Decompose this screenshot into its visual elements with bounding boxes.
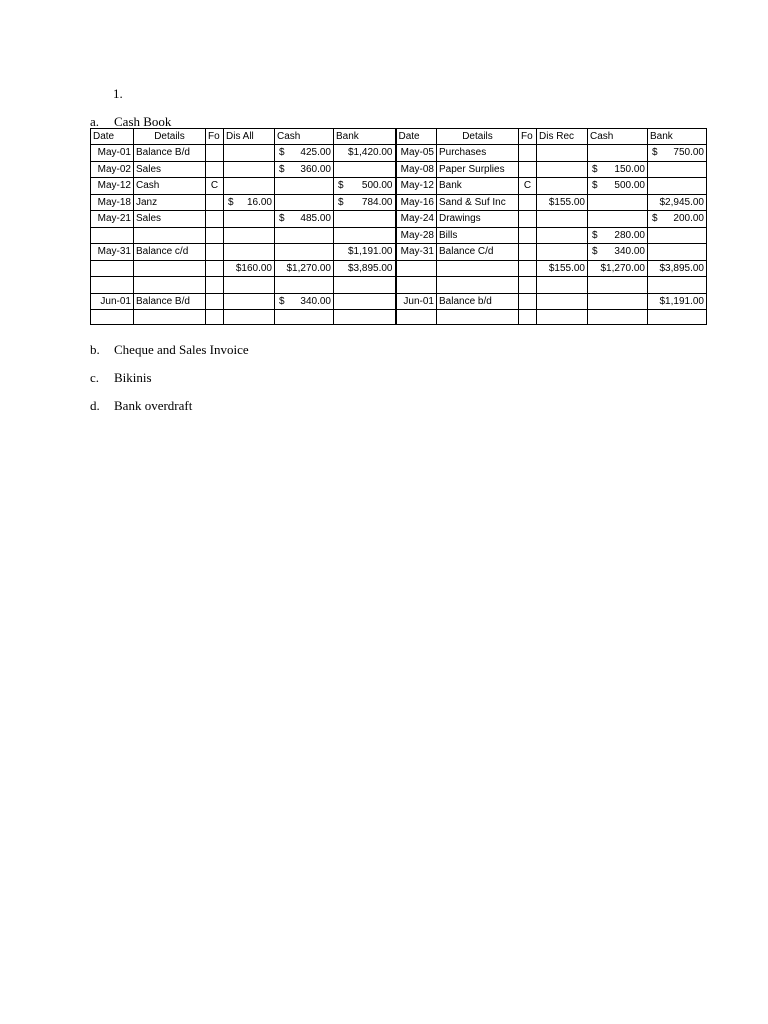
cr-bank-cell xyxy=(648,161,707,178)
table-row xyxy=(91,145,707,162)
cr-bank-cell xyxy=(648,211,707,228)
cr-cash-cell xyxy=(588,161,648,178)
dr-bank-cell xyxy=(334,211,396,228)
table-row xyxy=(91,310,707,325)
dr-cash-cell xyxy=(275,227,334,244)
currency-symbol: $ xyxy=(279,213,285,225)
header-dr-folio-cell: Fo xyxy=(206,129,224,145)
cr-details-cell xyxy=(437,260,519,277)
dr-details-cell: Sales xyxy=(134,161,206,178)
part-d-letter: d. xyxy=(90,398,100,413)
cr-discount-cell xyxy=(537,277,588,294)
dr-bank-cell xyxy=(334,293,396,310)
header-cr-cash-cell: Cash xyxy=(588,129,648,145)
cr-discount-cell xyxy=(537,310,588,325)
cr-details-cell: Drawings xyxy=(437,211,519,228)
amount-value: 360.00 xyxy=(300,163,331,175)
cr-folio-cell xyxy=(519,211,537,228)
cr-cash-cell xyxy=(588,194,648,211)
dr-date-cell xyxy=(91,260,134,277)
dr-discount-cell xyxy=(224,244,275,261)
dr-details-cell xyxy=(134,227,206,244)
cr-folio-cell xyxy=(519,161,537,178)
cr-discount-cell xyxy=(537,211,588,228)
part-a-letter: a. xyxy=(90,114,100,129)
dr-discount-cell xyxy=(224,194,275,211)
dr-details-cell: Balance B/d xyxy=(134,145,206,162)
dr-folio-cell xyxy=(206,293,224,310)
cr-discount-cell: $155.00 xyxy=(537,260,588,277)
cr-cash-cell xyxy=(588,244,648,261)
cr-bank-cell xyxy=(648,244,707,261)
cr-date-cell: May-16 xyxy=(396,194,437,211)
amount-value: 340.00 xyxy=(300,295,331,307)
dr-details-cell: Balance B/d xyxy=(134,293,206,310)
dr-details-cell: Sales xyxy=(134,211,206,228)
dr-cash-cell xyxy=(275,145,334,162)
dr-date-cell: May-12 xyxy=(91,178,134,195)
currency-symbol: $ xyxy=(338,196,344,208)
part-c-text: Bikinis xyxy=(114,370,152,385)
table-row xyxy=(91,227,707,244)
currency-symbol: $ xyxy=(592,246,598,258)
dr-date-cell: May-01 xyxy=(91,145,134,162)
currency-symbol: $ xyxy=(279,147,285,159)
dr-discount-cell xyxy=(224,145,275,162)
cr-bank-cell xyxy=(648,277,707,294)
cr-bank-cell: $2,945.00 xyxy=(648,194,707,211)
table-header-row xyxy=(91,129,707,145)
cr-bank-cell xyxy=(648,178,707,195)
dr-details-cell: Janz xyxy=(134,194,206,211)
part-c xyxy=(90,370,152,386)
dr-folio-cell xyxy=(206,161,224,178)
dr-bank-cell xyxy=(334,227,396,244)
header-dr-discount-cell: Dis All xyxy=(224,129,275,145)
header-cr-discount-cell: Dis Rec xyxy=(537,129,588,145)
amount-value: 784.00 xyxy=(361,196,393,208)
dr-date-cell: May-31 xyxy=(91,244,134,261)
currency-symbol: $ xyxy=(652,213,658,225)
part-b-text: Cheque and Sales Invoice xyxy=(114,342,249,357)
dr-cash-cell xyxy=(275,178,334,195)
table-row xyxy=(91,293,707,310)
cr-details-cell xyxy=(437,277,519,294)
table-row xyxy=(91,211,707,228)
dr-folio-cell xyxy=(206,194,224,211)
currency-symbol: $ xyxy=(592,229,598,241)
cr-cash-cell xyxy=(588,145,648,162)
header-dr-bank-cell: Bank xyxy=(334,129,396,145)
cr-date-cell xyxy=(396,310,437,325)
part-b xyxy=(90,342,249,358)
cr-date-cell: May-12 xyxy=(396,178,437,195)
dr-cash-cell xyxy=(275,293,334,310)
cr-bank-cell xyxy=(648,310,707,325)
dr-bank-cell: $1,191.00 xyxy=(334,244,396,261)
dr-date-cell: May-18 xyxy=(91,194,134,211)
amount-value: 485.00 xyxy=(300,213,331,225)
amount-value: 16.00 xyxy=(246,196,272,208)
cr-folio-cell: C xyxy=(519,178,537,195)
dr-discount-cell xyxy=(224,227,275,244)
part-d-text: Bank overdraft xyxy=(114,398,193,413)
cr-folio-cell xyxy=(519,277,537,294)
dr-folio-cell xyxy=(206,260,224,277)
dr-bank-cell: $3,895.00 xyxy=(334,260,396,277)
dr-discount-cell xyxy=(224,293,275,310)
dr-cash-cell xyxy=(275,161,334,178)
currency-symbol: $ xyxy=(592,180,598,192)
cr-folio-cell xyxy=(519,227,537,244)
dr-bank-cell xyxy=(334,178,396,195)
dr-date-cell xyxy=(91,310,134,325)
cr-cash-cell xyxy=(588,293,648,310)
currency-symbol: $ xyxy=(338,180,344,192)
currency-symbol: $ xyxy=(592,163,598,175)
dr-discount-cell xyxy=(224,277,275,294)
dr-folio-cell xyxy=(206,310,224,325)
dr-bank-cell xyxy=(334,161,396,178)
dr-cash-cell xyxy=(275,310,334,325)
cr-discount-cell xyxy=(537,145,588,162)
amount-value: 750.00 xyxy=(673,147,704,159)
table-row xyxy=(91,277,707,294)
part-c-letter: c. xyxy=(90,370,100,385)
cr-cash-cell: $1,270.00 xyxy=(588,260,648,277)
cr-discount-cell xyxy=(537,293,588,310)
dr-cash-cell xyxy=(275,194,334,211)
cr-folio-cell xyxy=(519,194,537,211)
cr-details-cell: Bills xyxy=(437,227,519,244)
cr-cash-cell xyxy=(588,178,648,195)
dr-folio-cell xyxy=(206,277,224,294)
table-row xyxy=(91,244,707,261)
cr-discount-cell xyxy=(537,244,588,261)
cr-bank-cell: $1,191.00 xyxy=(648,293,707,310)
dr-bank-cell xyxy=(334,310,396,325)
dr-folio-cell xyxy=(206,145,224,162)
amount-value: 500.00 xyxy=(614,180,645,192)
header-dr-cash-cell: Cash xyxy=(275,129,334,145)
cr-date-cell: May-24 xyxy=(396,211,437,228)
dr-folio-cell: C xyxy=(206,178,224,195)
dr-cash-cell xyxy=(275,244,334,261)
cr-details-cell: Purchases xyxy=(437,145,519,162)
cr-folio-cell xyxy=(519,244,537,261)
cr-cash-cell xyxy=(588,227,648,244)
currency-symbol: $ xyxy=(279,295,285,307)
dr-date-cell xyxy=(91,277,134,294)
cr-date-cell: May-05 xyxy=(396,145,437,162)
dr-date-cell: May-02 xyxy=(91,161,134,178)
cr-discount-cell xyxy=(537,227,588,244)
cr-date-cell: May-28 xyxy=(396,227,437,244)
cr-details-cell: Balance b/d xyxy=(437,293,519,310)
amount-value: 340.00 xyxy=(614,246,645,258)
amount-value: 425.00 xyxy=(300,147,331,159)
table-row xyxy=(91,194,707,211)
cr-details-cell: Bank xyxy=(437,178,519,195)
dr-details-cell: Cash xyxy=(134,178,206,195)
cr-bank-cell: $3,895.00 xyxy=(648,260,707,277)
dr-date-cell: May-21 xyxy=(91,211,134,228)
amount-value: 280.00 xyxy=(614,229,645,241)
header-cr-details-cell: Details xyxy=(437,129,519,145)
table-row xyxy=(91,161,707,178)
cr-date-cell: Jun-01 xyxy=(396,293,437,310)
dr-discount-cell: $160.00 xyxy=(224,260,275,277)
table-row xyxy=(91,178,707,195)
header-cr-bank-cell: Bank xyxy=(648,129,707,145)
cr-details-cell: Paper Surplies xyxy=(437,161,519,178)
cr-date-cell: May-31 xyxy=(396,244,437,261)
cr-details-cell: Sand & Suf Inc xyxy=(437,194,519,211)
cr-cash-cell xyxy=(588,211,648,228)
dr-folio-cell xyxy=(206,227,224,244)
dr-date-cell: Jun-01 xyxy=(91,293,134,310)
cr-folio-cell xyxy=(519,260,537,277)
dr-bank-cell: $1,420.00 xyxy=(334,145,396,162)
dr-discount-cell xyxy=(224,310,275,325)
dr-details-cell xyxy=(134,260,206,277)
cr-details-cell: Balance C/d xyxy=(437,244,519,261)
cash-book-table xyxy=(90,128,707,325)
header-dr-details-cell: Details xyxy=(134,129,206,145)
cr-discount-cell xyxy=(537,178,588,195)
header-dr-date-cell: Date xyxy=(91,129,134,145)
cr-date-cell: May-08 xyxy=(396,161,437,178)
cr-folio-cell xyxy=(519,310,537,325)
dr-details-cell xyxy=(134,310,206,325)
dr-cash-cell xyxy=(275,277,334,294)
table-row xyxy=(91,260,707,277)
cr-cash-cell xyxy=(588,277,648,294)
dr-folio-cell xyxy=(206,211,224,228)
dr-folio-cell xyxy=(206,244,224,261)
amount-value: 150.00 xyxy=(614,163,645,175)
amount-value: 200.00 xyxy=(673,213,704,225)
question-number: 1. xyxy=(113,86,123,101)
part-b-letter: b. xyxy=(90,342,100,357)
amount-value: 500.00 xyxy=(361,180,393,192)
part-d xyxy=(90,398,192,414)
dr-discount-cell xyxy=(224,211,275,228)
dr-bank-cell xyxy=(334,194,396,211)
part-a-text: Cash Book xyxy=(114,114,172,129)
dr-date-cell xyxy=(91,227,134,244)
cr-folio-cell xyxy=(519,293,537,310)
cr-folio-cell xyxy=(519,145,537,162)
header-cr-folio-cell: Fo xyxy=(519,129,537,145)
cr-discount-cell xyxy=(537,161,588,178)
dr-details-cell: Balance c/d xyxy=(134,244,206,261)
cr-date-cell xyxy=(396,277,437,294)
header-cr-date-cell: Date xyxy=(396,129,437,145)
currency-symbol: $ xyxy=(652,147,658,159)
dr-cash-cell: $1,270.00 xyxy=(275,260,334,277)
cr-bank-cell xyxy=(648,145,707,162)
dr-discount-cell xyxy=(224,178,275,195)
cr-details-cell xyxy=(437,310,519,325)
dr-discount-cell xyxy=(224,161,275,178)
dr-details-cell xyxy=(134,277,206,294)
cr-cash-cell xyxy=(588,310,648,325)
dr-bank-cell xyxy=(334,277,396,294)
dr-cash-cell xyxy=(275,211,334,228)
currency-symbol: $ xyxy=(228,196,234,208)
currency-symbol: $ xyxy=(279,163,285,175)
cr-discount-cell: $155.00 xyxy=(537,194,588,211)
cr-bank-cell xyxy=(648,227,707,244)
cr-date-cell xyxy=(396,260,437,277)
